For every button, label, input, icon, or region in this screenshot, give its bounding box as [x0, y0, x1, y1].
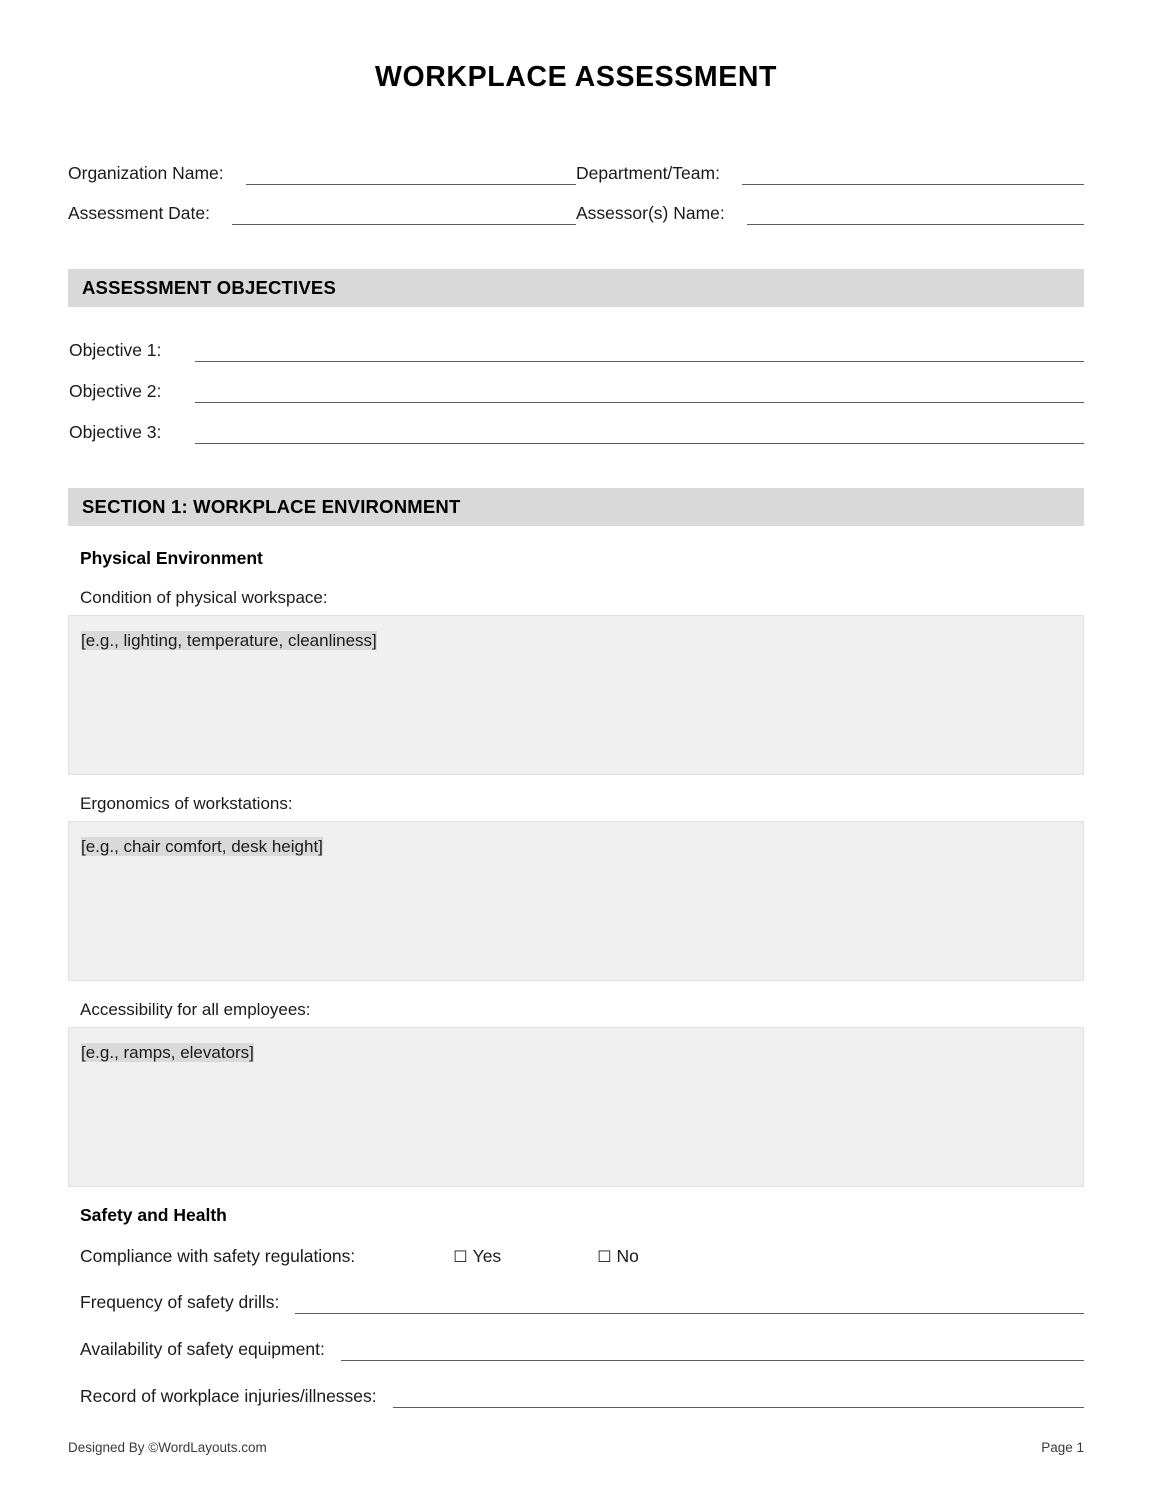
frequency-of-safety-drills-input[interactable]: [295, 1292, 1084, 1314]
footer-page-number: Page 1: [1041, 1440, 1084, 1455]
caption-condition-of-physical-workspace: Condition of physical workspace:: [80, 588, 328, 608]
objective-label: Objective 1:: [69, 340, 162, 361]
field-assessor-name: [576, 203, 1084, 225]
field-label: Department/Team:: [576, 163, 720, 184]
placeholder-text: [e.g., ramps, elevators]: [81, 1043, 254, 1063]
field-department-team: [576, 163, 1084, 185]
section-header-section-1: SECTION 1: WORKPLACE ENVIRONMENT: [68, 488, 1084, 526]
objective-label: Objective 2:: [69, 381, 162, 402]
field-assessment-date: [68, 203, 576, 225]
objective-3-input[interactable]: [195, 422, 1084, 444]
field-organization-name: [68, 163, 576, 185]
checkbox-option-no[interactable]: [597, 1246, 639, 1267]
assessor-name-input[interactable]: [747, 203, 1084, 225]
safety-label: Frequency of safety drills:: [80, 1292, 280, 1313]
condition-of-physical-workspace-textarea[interactable]: [68, 615, 1084, 775]
organization-name-input[interactable]: [246, 163, 576, 185]
safety-label: Availability of safety equipment:: [80, 1339, 325, 1360]
section-header-assessment-objectives: ASSESSMENT OBJECTIVES: [68, 269, 1084, 307]
compliance-row: [68, 1246, 1084, 1267]
field-label: Organization Name:: [68, 163, 224, 184]
caption-accessibility-for-all-employees: Accessibility for all employees:: [80, 1000, 311, 1020]
checkbox-icon[interactable]: ☐: [453, 1247, 468, 1267]
placeholder-text: [e.g., lighting, temperature, cleanliness]: [81, 631, 377, 651]
assessment-date-input[interactable]: [232, 203, 576, 225]
field-label: Assessor(s) Name:: [576, 203, 725, 224]
checkbox-label: No: [616, 1246, 639, 1267]
accessibility-for-all-employees-textarea[interactable]: [68, 1027, 1084, 1187]
objective-1-input[interactable]: [195, 340, 1084, 362]
compliance-label: Compliance with safety regulations:: [80, 1246, 356, 1267]
checkbox-option-yes[interactable]: [453, 1246, 501, 1267]
row-availability-of-safety-equipment: [68, 1320, 1084, 1361]
objective-row-2: [68, 362, 1084, 403]
record-of-workplace-injuries-input[interactable]: [393, 1386, 1084, 1408]
objective-2-input[interactable]: [195, 381, 1084, 403]
placeholder-text: [e.g., chair comfort, desk height]: [81, 837, 323, 857]
objective-label: Objective 3:: [69, 422, 162, 443]
objective-row-1: [68, 321, 1084, 362]
subheading-safety-and-health: Safety and Health: [80, 1205, 227, 1226]
identity-row: [68, 185, 1084, 225]
identity-fields: [68, 145, 1084, 225]
caption-ergonomics-of-workstations: Ergonomics of workstations:: [80, 794, 293, 814]
department-team-input[interactable]: [742, 163, 1084, 185]
checkbox-icon[interactable]: ☐: [597, 1247, 612, 1267]
page-title: WORKPLACE ASSESSMENT: [374, 61, 778, 93]
footer-credit: Designed By ©WordLayouts.com: [68, 1440, 267, 1455]
availability-of-safety-equipment-input[interactable]: [341, 1339, 1084, 1361]
field-label: Assessment Date:: [68, 203, 210, 224]
row-frequency-of-safety-drills: [68, 1273, 1084, 1314]
ergonomics-of-workstations-textarea[interactable]: [68, 821, 1084, 981]
subheading-physical-environment: Physical Environment: [80, 548, 263, 569]
checkbox-label: Yes: [472, 1246, 502, 1267]
page-footer: [68, 1440, 1084, 1455]
row-record-of-workplace-injuries: [68, 1367, 1084, 1408]
safety-label: Record of workplace injuries/illnesses:: [80, 1386, 377, 1407]
objective-row-3: [68, 403, 1084, 444]
objectives-list: [68, 321, 1084, 444]
identity-row: [68, 145, 1084, 185]
